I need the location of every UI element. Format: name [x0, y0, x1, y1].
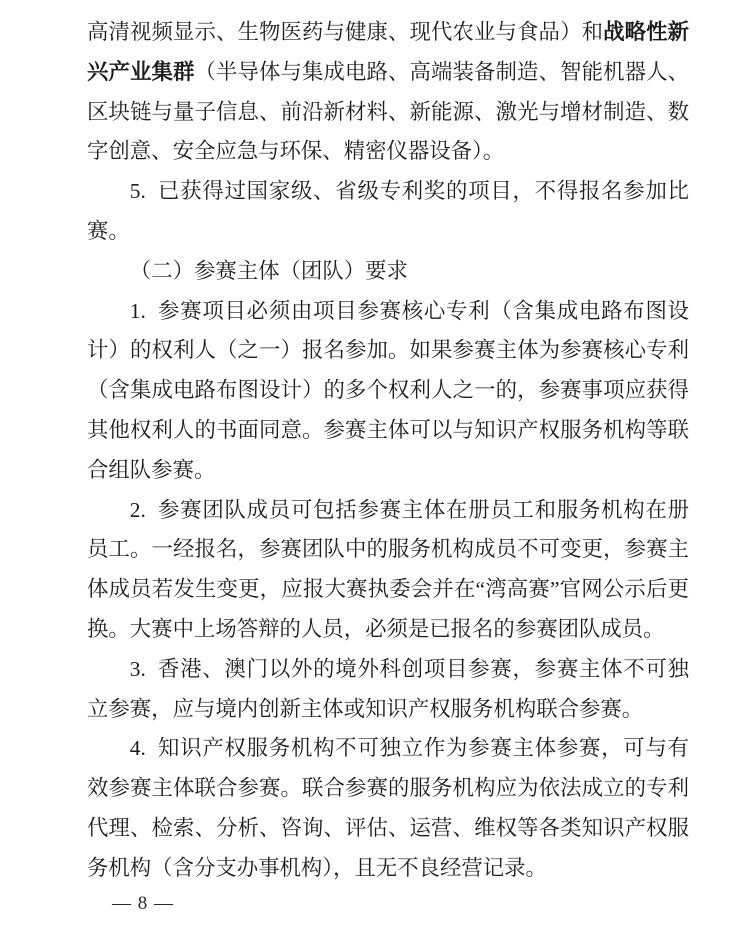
document-body	[87, 13, 689, 889]
paragraph	[87, 292, 689, 491]
paragraph	[87, 729, 689, 888]
paragraph	[87, 13, 689, 172]
paragraph	[87, 650, 689, 730]
section-heading	[87, 252, 689, 292]
text-run: 高清视频显示、生物医药与健康、现代农业与食品）和	[87, 20, 604, 44]
paragraph	[87, 491, 689, 650]
text-run: 5. 已获得过国家级、省级专利奖的项目，不得报名参加比赛。	[87, 179, 689, 243]
text-run: 3. 香港、澳门以外的境外科创项目参赛，参赛主体不可独立参赛，应与境内创新主体或知识产权服务机构联合参赛。	[87, 656, 689, 721]
bold-text-run: 战略性新兴产业集群	[87, 20, 689, 84]
paragraph	[87, 172, 689, 252]
text-run: （二）参赛主体（团队）要求	[129, 258, 408, 283]
text-run: 2. 参赛团队成员可包括参赛主体在册员工和服务机构在册员工。一经报名，参赛团队中的服务机构成员不可变更，参赛主体成员若发生变更，应报大赛执委会并在“湾高赛”官网公示后更换。大赛中上场答辩的人员，必须是已报名的参赛团队成员。	[87, 497, 689, 641]
text-run: 4. 知识产权服务机构不可独立作为参赛主体参赛，可与有效参赛主体联合参赛。联合参赛的服务机构应为依法成立的专利代理、检索、分析、咨询、评估、运营、维权等各类知识产权服务机构（含分支办事机构），且无不良经营记录。	[87, 736, 689, 880]
text-run: 1. 参赛项目必须由项目参赛核心专利（含集成电路布图设计）的权利人（之一）报名参加。如果参赛主体为参赛核心专利（含集成电路布图设计）的多个权利人之一的，参赛事项应获得其他权利人的书面同意。参赛主体可以与知识产权服务机构等联合组队参赛。	[87, 298, 689, 482]
page-number: — 8 —	[112, 893, 174, 914]
text-run: （半导体与集成电路、高端装备制造、智能机器人、区块链与量子信息、前沿新材料、新能源、激光与增材制造、数字创意、安全应急与环保、精密仪器设备）。	[87, 59, 689, 164]
